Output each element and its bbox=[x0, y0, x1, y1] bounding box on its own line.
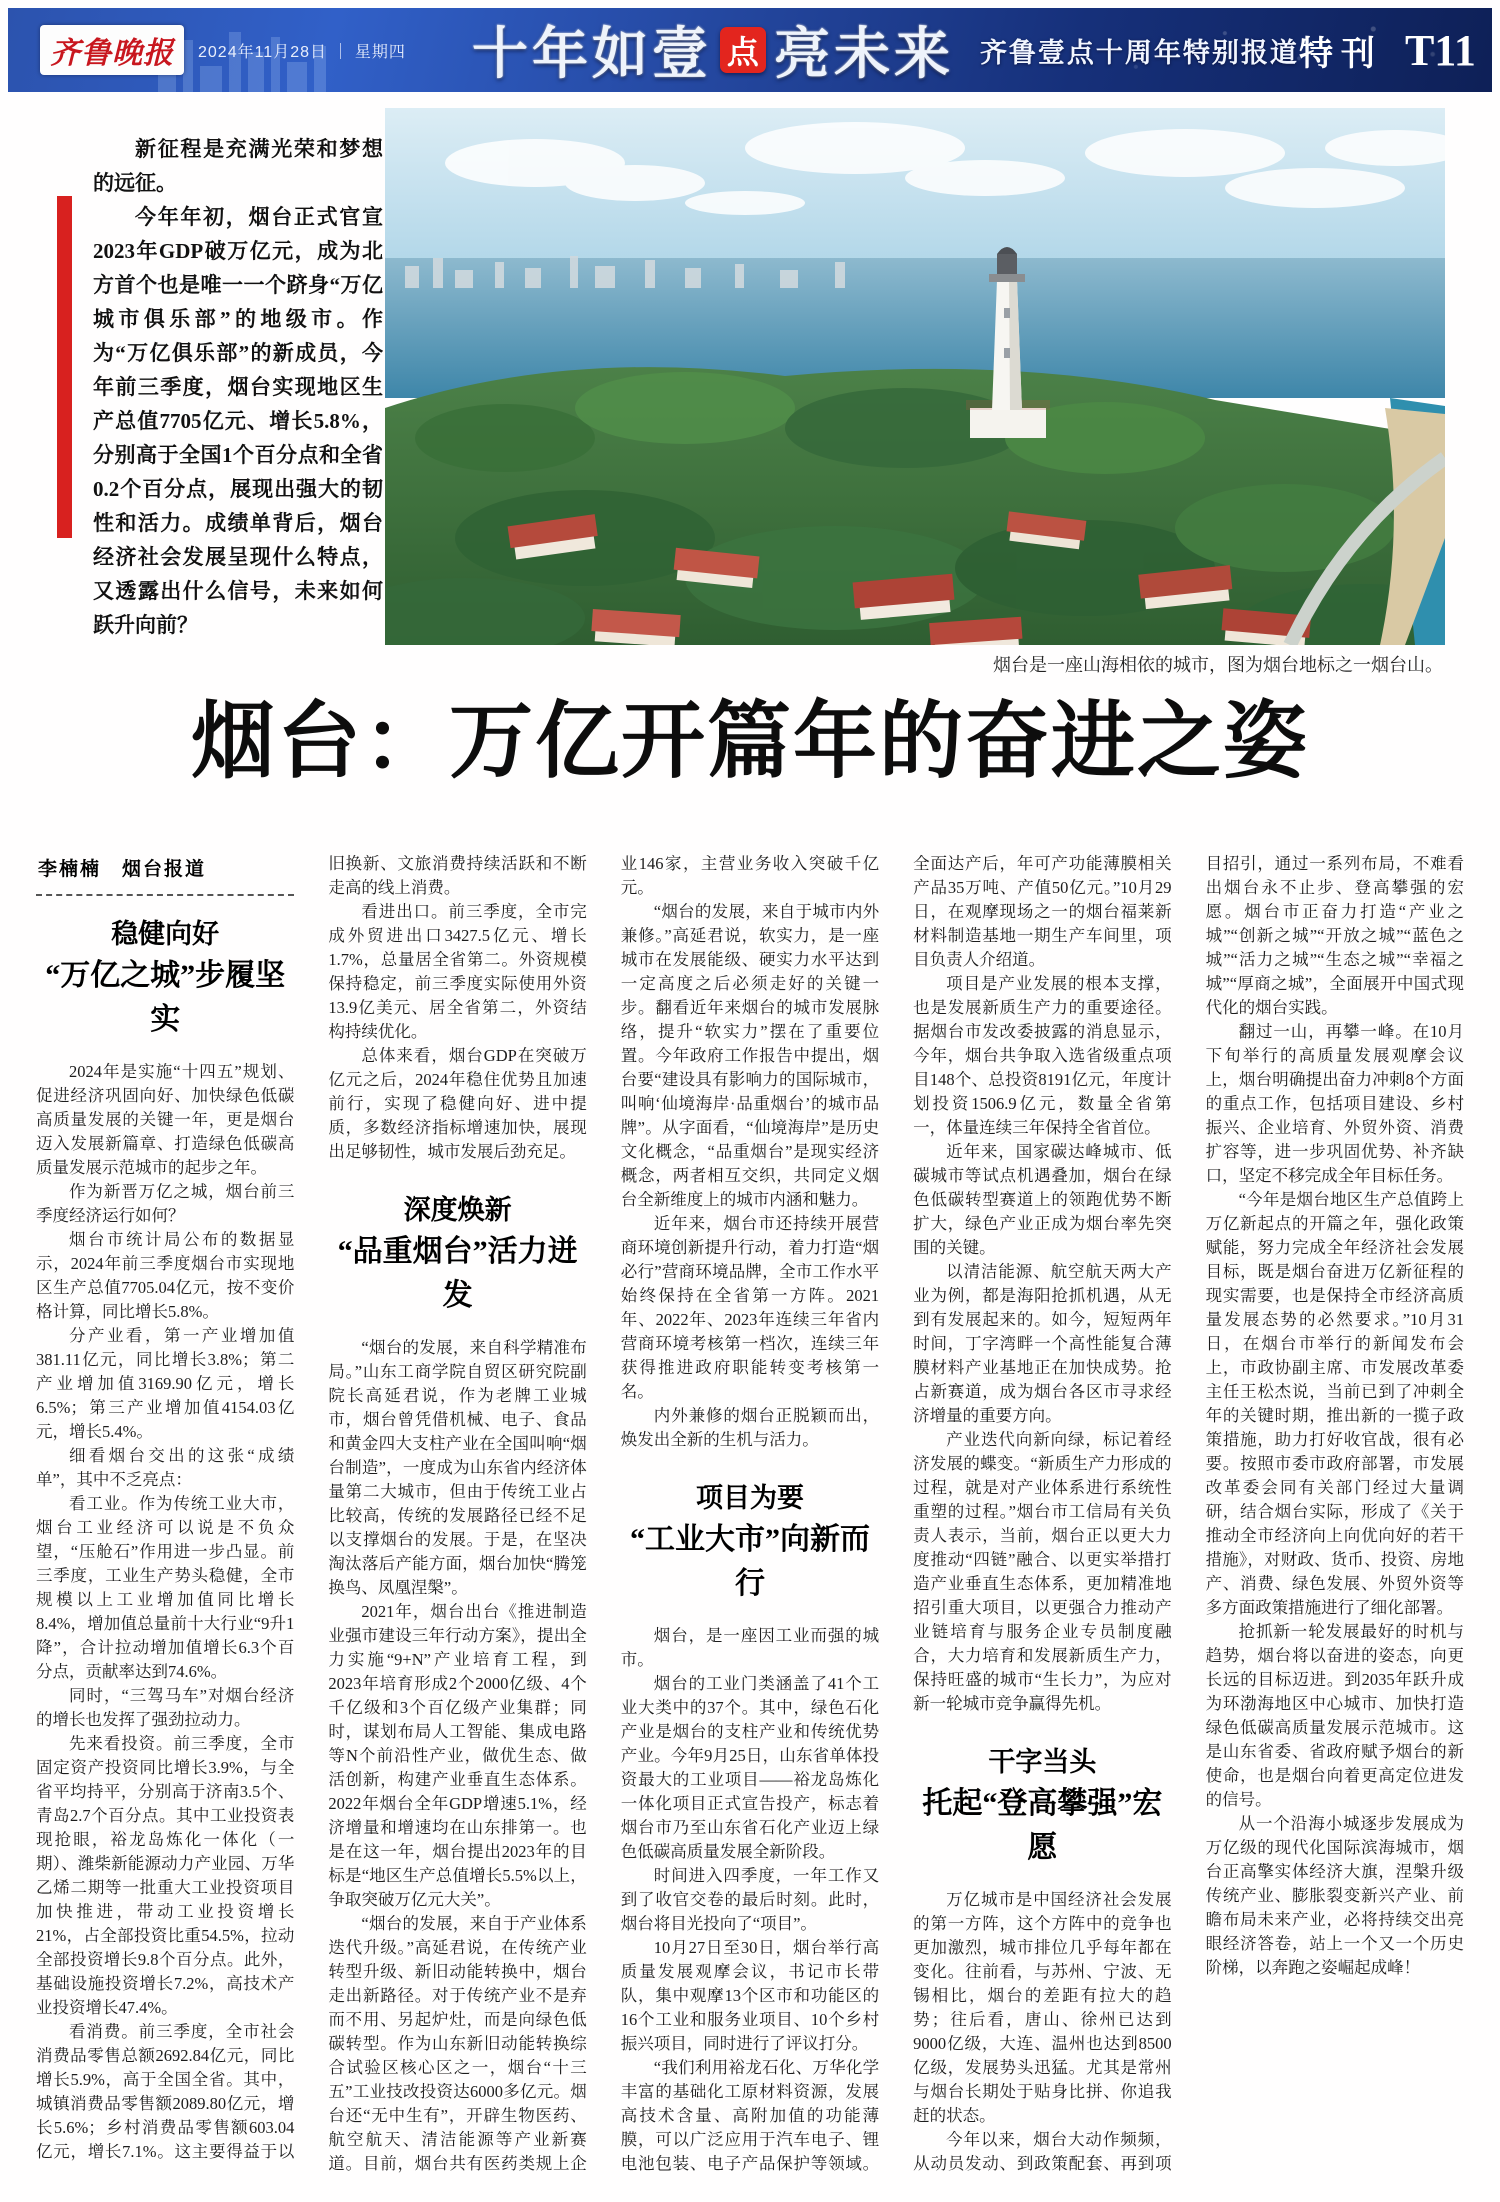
section-title-line: “万亿之城”步履坚实 bbox=[45, 959, 286, 1036]
intro-block bbox=[55, 132, 383, 642]
intro-paragraph: 今年年初，烟台正式官宣2023年GDP破万亿元，成为北方首个也是唯一一个跻身“万亿城市俱乐部”的地级市。作为“万亿俱乐部”的新成员，今年前三季度，烟台实现地区生产总值7705亿元、增长5.8%，分别高于全国1个百分点和全省0.2个百分点，展现出强大的韧性和活力。成绩单背后，烟台经济社会发展呈现什么特点，又透露出什么信号，未来如何跃升向前？ bbox=[93, 205, 383, 637]
yidian-logo-icon bbox=[720, 27, 766, 73]
article-paragraph: 同时，“三驾马车”对烟台经济的增长也发挥了强劲拉动力。 bbox=[36, 1686, 295, 1729]
article-paragraph: 内外兼修的烟台正脱颖而出，焕发出全新的生机与活力。 bbox=[620, 1406, 880, 1449]
edition-number: T11 bbox=[1404, 25, 1476, 75]
article-paragraph: “我们利用裕龙石化、万华化学丰富的基础化工原材料资源，发展高技术含量、高附加值的功能薄膜，可以广泛应用于汽车电子、锂电池包装、电子产品保护等领域。全面达产后，年可产功能薄膜相关产品35万吨、产值50亿元。”10月29日，在观摩现场之一的烟台福莱新材料制造基地一期生产车间里，项目负责人介绍道。 bbox=[620, 854, 1172, 2173]
banner-title bbox=[472, 10, 954, 90]
article-paragraph: “烟台的发展，来自于城市内外兼修。”高延君说，软实力，是一座城市在发展能级、硬实力水平达到一定高度之后必须走好的关键一步。翻看近年来烟台的城市发展脉络，提升“软实力”摆在了重要位置。今年政府工作报告中提出，烟台要“建设具有影响力的国际城市，叫响‘仙境海岸·品重烟台’的城市品牌”。从字面看，“仙境海岸”是历史文化概念，“品重烟台”是现实经济概念，两者相互交织，共同定义烟台全新维度上的城市内涵和魅力。 bbox=[620, 902, 880, 1209]
intro-text bbox=[93, 132, 383, 642]
article-paragraph: 今年以来，烟台大动作频频，从动员发动、到政策配套、再到项目招引，通过一系列布局，不难看出烟台永不止步、登高攀强的宏愿。烟台市正奋力打造“产业之城”“创新之城”“开放之城”“蓝色之城”“活力之城”“生态之城”“幸福之城”“厚商之城”，全面展开中国式现代化的烟台实践。 bbox=[913, 854, 1464, 2173]
article-body bbox=[36, 852, 1464, 2192]
article-paragraph: 时间进入四季度，一年工作又到了收官交卷的最后时刻。此时，烟台将目光投向了“项目”。 bbox=[620, 1866, 880, 1933]
article-paragraph: “今年是烟台地区生产总值跨上万亿新起点的开篇之年，强化政策赋能，努力完成全年经济社会发展目标，既是烟台奋进万亿新征程的现实需要，也是保持全市经济高质量发展态势的必然要求。”10月31日，在烟台市举行的新闻发布会上，市政协副主席、市发展改革委主任王松杰说，当前已到了冲刺全年的关键时期，推出新的一揽子政策措施，助力打好收官战，很有必要。按照市委市政府部署，市发展改革委会同有关部门经过大量调研，结合烟台实际，形成了《关于推动全市经济向上向优向好的若干措施》，对财政、货币、投资、房地产、消费、绿色发展、外贸外资等多方面政策措施进行了细化部署。 bbox=[1205, 1190, 1464, 1617]
section-title-line: “工业大市”向新而行 bbox=[629, 1523, 870, 1600]
article-paragraph: “烟台的发展，来自科学精准布局。”山东工商学院自贸区研究院副院长高延君说，作为老牌工业城市，烟台曾凭借机械、电子、食品和黄金四大支柱产业在全国叫响“烟台制造”，一度成为山东省内经济体量第二大城市，但由于传统工业占比较高，传统的发展路径已经不足以支撑烟台的发展。于是，在坚决淘汰落后产能方面，烟台加快“腾笼换鸟、凤凰涅槃”。 bbox=[328, 1338, 587, 1597]
section-heading bbox=[328, 1190, 586, 1318]
article-paragraph: 从一个沿海小城逐步发展成为万亿级的现代化国际滨海城市，烟台正高擎实体经济大旗，涅槃升级传统产业、膨胀裂变新兴产业、前瞻布局未来产业，必将持续交出亮眼经济答卷，站上一个又一个历史阶梯，以奔跑之姿崛起成峰！ bbox=[1205, 1814, 1464, 1977]
article-paragraph: 产业迭代向新向绿，标记着经济发展的蝶变。“新质生产力形成的过程，就是对产业体系进行系统性重塑的过程。”烟台市工信局有关负责人表示，当前，烟台正以更大力度推动“四链”融合、以更实举措打造产业垂直生态体系，更加精准地招引重大项目，以更强合力推动产业链培育与服务企业专员制度融合，大力培育和发展新质生产力，保持旺盛的城市“生长力”，为应对新一轮城市竞争赢得先机。 bbox=[913, 1430, 1172, 1713]
edition-block bbox=[1299, 25, 1476, 76]
article-paragraph: 分产业看，第一产业增加值381.11亿元，同比增长3.8%；第二产业增加值3169.90亿元，增长6.5%；第三产业增加值4154.03亿元，增长5.4%。 bbox=[36, 1326, 295, 1441]
article-paragraph: 10月27日至30日，烟台举行高质量发展观摩会议，书记市长带队，集中观摩13个区市和功能区的16个工业和服务业项目、10个乡村振兴项目，同时进行了评议打分。 bbox=[620, 1938, 880, 2053]
article-paragraph: 近年来，国家碳达峰城市、低碳城市等试点机遇叠加，烟台在绿色低碳转型赛道上的领跑优势不断扩大，绿色产业正成为烟台率先突围的关键。 bbox=[913, 1142, 1172, 1257]
article-paragraph: 烟台，是一座因工业而强的城市。 bbox=[620, 1626, 880, 1669]
article-paragraph: 烟台的工业门类涵盖了41个工业大类中的37个。其中，绿色石化产业是烟台的支柱产业和传统优势产业。今年9月25日，山东省单体投资最大的工业项目——裕龙岛炼化一体化项目正式宣告投产，标志着烟台市乃至山东省石化产业迈上绿色低碳高质量发展全新阶段。 bbox=[620, 1674, 880, 1861]
photo-illustration bbox=[385, 108, 1445, 645]
article-paragraph: 项目是产业发展的根本支撑，也是发展新质生产力的重要途径。据烟台市发改委披露的消息显示，今年，烟台共争取入选省级重点项目148个、总投资8191亿元，年度计划投资1506.9亿元，数量全省第一，体量连续三年保持全省首位。 bbox=[913, 974, 1172, 1137]
article-paragraph: “烟台的发展，来自于产业体系迭代升级。”高延君说，在传统产业转型升级、新旧动能转换中，烟台走出新路径。对于传统产业不是弃而不用、另起炉灶，而是向绿色低碳转型。作为山东新旧动能转换综合试验区核心区之一，烟台“十三五”工业技改投资达6000多亿元。烟台还“无中生有”，开辟生物医药、航空航天、清洁能源等产业新赛道。目前，烟台共有医药类规上企业146家，主营业务收入突破千亿元。 bbox=[328, 854, 880, 2173]
section-title-line: 托起“登高攀强”宏愿 bbox=[922, 1787, 1163, 1864]
article-paragraph: 烟台市统计局公布的数据显示，2024年前三季度烟台市实现地区生产总值7705.04亿元，按不变价格计算，同比增长5.8%。 bbox=[36, 1230, 295, 1321]
section-heading bbox=[913, 1742, 1171, 1870]
article-paragraph: 近年来，烟台市还持续开展营商环境创新提升行动，着力打造“烟必行”营商环境品牌，全市工作水平始终保持在全省第一方阵。2021年、2022年、2023年连续三年省内营商环境考核第一档次，连续三年获得推进政府职能转变考核第一名。 bbox=[620, 1214, 880, 1401]
article-paragraph: 抢抓新一轮发展最好的时机与趋势，烟台将以奋进的姿态，向更长远的目标迈进。到2035年跃升成为环渤海地区中心城市、加快打造绿色低碳高质量发展示范城市。这是山东省委、省政府赋予烟台的新使命，也是烟台向着更高定位进发的信号。 bbox=[1205, 1622, 1464, 1809]
article-paragraph: 2024年是实施“十四五”规划、促进经济巩固向好、加快绿色低碳高质量发展的关键一年，更是烟台迈入发展新篇章、打造绿色低碳高质量发展示范城市的起步之年。 bbox=[36, 1062, 295, 1177]
byline: 李楠楠 烟台报道 bbox=[36, 852, 294, 896]
article-paragraph: 看工业。作为传统工业大市，烟台工业经济可以说是不负众望，“压舱石”作用进一步凸显。前三季度，工业生产势头稳健，全市规模以上工业增加值同比增长8.4%，增加值总量前十大行业“9升1降”，合计拉动增加值增长6.3个百分点，贡献率达到74.6%。 bbox=[36, 1494, 295, 1681]
section-title-line: 项目为要 bbox=[695, 1483, 804, 1513]
section-title-line: 深度焕新 bbox=[403, 1195, 512, 1225]
article-paragraph: 万亿城市是中国经济社会发展的第一方阵，这个方阵中的竞争也更加激烈，城市排位几乎每年都在变化。往前看，与苏州、宁波、无锡相比，烟台的差距有拉大的趋势；往后看，唐山、徐州已达到9000亿级，大连、温州也达到8500亿级，发展势头迅猛。尤其是常州与烟台长期处于贴身比拼、你追我赶的状态。 bbox=[913, 1890, 1172, 2125]
section-title-line: 干字当头 bbox=[988, 1747, 1097, 1777]
banner-subtitle: 齐鲁壹点十周年特别报道 bbox=[979, 37, 1299, 68]
masthead-date: 2024年11月28日 ｜ 星期四 bbox=[198, 43, 406, 61]
yidian-dot-glyph: 点 bbox=[726, 34, 759, 70]
article-paragraph: 总体来看，烟台GDP在突破万亿元之后，2024年稳住优势且加速前行，实现了稳健向好、进中提质，多数经济指标增速加快，展现出足够韧性，城市发展后劲充足。 bbox=[328, 1046, 587, 1161]
photo-yantai-hill bbox=[385, 108, 1445, 645]
intro-paragraph: 新征程是充满光荣和梦想的远征。 bbox=[93, 137, 383, 195]
article-paragraph: 细看烟台交出的这张“成绩单”，其中不乏亮点： bbox=[36, 1446, 295, 1489]
weekday-text: 星期四 bbox=[354, 43, 406, 61]
article-paragraph: 翻过一山，再攀一峰。在10月下旬举行的高质量发展观摩会议上，烟台明确提出奋力冲刺8个方面的重点工作，包括项目建设、乡村振兴、企业培育、外贸外资、消费扩容等，进一步巩固优势、补齐缺口，坚定不移完成全年目标任务。 bbox=[1205, 1022, 1464, 1185]
main-headline: 烟台：万亿开篇年的奋进之姿 bbox=[190, 696, 1309, 789]
red-accent-bar bbox=[57, 196, 72, 538]
article-paragraph: 作为新晋万亿之城，烟台前三季度经济运行如何？ bbox=[36, 1182, 295, 1225]
banner-title-left: 十年如壹 bbox=[471, 24, 712, 86]
section-title-line: 稳健向好 bbox=[111, 919, 220, 949]
article-paragraph: 看消费。前三季度，全市社会消费品零售总额2692.84亿元，同比增长5.9%，高于全国全省。其中，城镇消费品零售额2089.80亿元，增长5.6%；乡村消费品零售额603.04亿元，增长7.1%。这主要得益于以旧换新、文旅消费持续活跃和不断走高的线上消费。 bbox=[36, 854, 587, 2161]
section-heading bbox=[36, 914, 294, 1042]
article-paragraph: 以清洁能源、航空航天两大产业为例，都是海阳抢抓机遇，从无到有发展起来的。如今，短短两年时间，丁字湾畔一个高性能复合薄膜材料产业基地正在加快成势。抢占新赛道，成为烟台各区市寻求经济增量的重要方向。 bbox=[913, 1262, 1172, 1425]
article-paragraph: 先来看投资。前三季度，全市固定资产投资同比增长3.9%，与全省平均持平，分别高于济南3.5个、青岛2.7个百分点。其中工业投资表现抢眼，裕龙岛炼化一体化（一期）、潍柴新能源动力产业园、万华乙烯二期等一批重大工业投资项目加快推进，带动工业投资增长21%，占全部投资比重54.5%，拉动全部投资增长9.8个百分点。此外，基础设施投资增长7.2%，高技术产业投资增长47.4%。 bbox=[36, 1734, 295, 2017]
masthead bbox=[8, 8, 1492, 92]
section-title-line: “品重烟台”活力迸发 bbox=[337, 1235, 578, 1312]
section-heading bbox=[621, 1478, 879, 1606]
paper-logo: 齐鲁晚报 bbox=[40, 25, 184, 75]
article-paragraph: 看进出口。前三季度，全市完成外贸进出口3427.5亿元、增长1.7%，总量居全省第二。外资规模保持稳定，前三季度实际使用外资13.9亿美元、居全省第二，外资结构持续优化。 bbox=[328, 902, 587, 1041]
photo-caption: 烟台是一座山海相依的城市，图为烟台地标之一烟台山。 bbox=[993, 655, 1443, 675]
edition-label: 特刊 bbox=[1298, 35, 1383, 73]
banner-title-right: 亮未来 bbox=[773, 24, 954, 86]
date-text: 2024年11月28日 bbox=[198, 43, 328, 61]
article-paragraph: 2021年，烟台出台《推进制造业强市建设三年行动方案》，提出全力实施“9+N”产业培育工程，到2023年培育形成2个2000亿级、4个千亿级和3个百亿级产业集群；同时，谋划布局人工智能、集成电路等N个前沿性产业，做优生态、做活创新，构建产业垂直生态体系。2022年烟台全年GDP增速5.1%，经济增量和增速均在山东排第一。也是在这一年，烟台提出2023年的目标是“地区生产总值增长5.5%以上，争取突破万亿元大关”。 bbox=[328, 1602, 587, 1909]
